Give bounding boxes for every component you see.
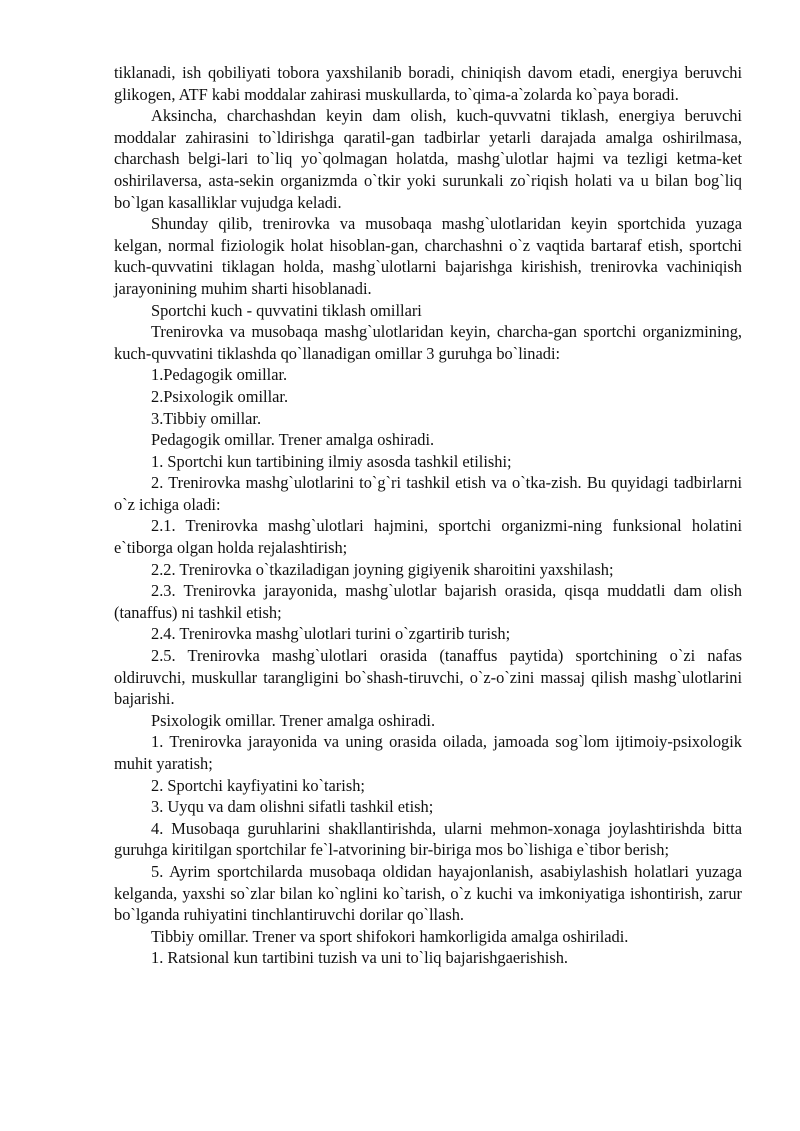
list-item: 1. Sportchi kun tartibining ilmiy asosda tashkil etilishi;: [151, 451, 512, 471]
list-item: 2. Trenirovka mashg`ulotlarini to`g`ri tashkil etish va o`tka-zish. Bu quyidagi tadbirlarni o`z ichiga oladi:: [114, 473, 742, 514]
paragraph-factor-groups: Trenirovka va musobaqa mashg`ulotlaridan keyin, charcha-gan sportchi organizmining, kuch-quvvatini tiklashda qo`llanadigan omillar 3 guruhga bo`linadi:: [114, 322, 742, 363]
subheading-pedagogical-factors: Pedagogik omillar. Trener amalga oshiradi.: [151, 430, 435, 450]
subheading-medical-factors: Tibbiy omillar. Trener va sport shifokori hamkorligida amalga oshiriladi.: [151, 926, 629, 946]
list-item-pedagogical: 1.Pedagogik omillar.: [151, 365, 288, 385]
paragraph-conclusion: Shunday qilib, trenirovka va musobaqa mashg`ulotlaridan keyin sportchida yuzaga kelgan, normal fiziologik holat hisoblan-gan, charchashni o`z vaqtida bartaraf etish, sportchi kuch-quvvatini tiklagan holda, mashg`ulotlarni bajarishga kirishish, trenirovka vachiniqish jarayonining muhim sharti hisoblanadi.: [114, 214, 742, 298]
document-page: [114, 62, 742, 969]
list-item: 2.1. Trenirovka mashg`ulotlari hajmini, sportchi organizmi-ning funksional holatini e`tiborga olgan holda rejalashtirish;: [114, 516, 742, 558]
section-heading-recovery-factors: Sportchi kuch - quvvatini tiklash omillari: [151, 300, 422, 320]
list-item: 2. Sportchi kayfiyatini ko`tarish;: [151, 775, 365, 795]
list-item: 4. Musobaqa guruhlarini shakllantirishda, ularni mehmon-xonaga joylashtirishda bitta guruhga kiritilgan sportchilar fe`l-atvorining bir-biriga mos bo`lishiga e`tibor berish;: [114, 818, 742, 860]
list-item: 2.4. Trenirovka mashg`ulotlari turini o`zgartirib turish;: [151, 624, 511, 644]
list-item: 5. Ayrim sportchilarda musobaqa oldidan hayajonlanish, asabiylashish holatlari yuzaga kelganda, yaxshi so`zlar bilan ko`nglini ko`tarish, o`z kuchi va imkoniyatiga ishontirish, zarur bo`lganda ruhiyatini tinchlantiruvchi dorilar qo`llash.: [114, 861, 742, 925]
paragraph-fatigue-consequences: Aksincha, charchashdan keyin dam olish, kuch-quvvatni tiklash, energiya beruvchi moddalar zahirasini to`ldirishga qaratil-gan tadbirlar yetarli darajada amalga oshirilmasa, charchash belgi-lari to`liq yo`qolmagan holatda, mashg`ulotlar hajmi va tezligi ketma-ket oshirilaversa, asta-sekin organizmda o`tkir yoki surunkali zo`riqish holati va u bilan bog`liq bo`lgan kasalliklar vujudga keladi.: [114, 106, 742, 212]
list-item: 2.3. Trenirovka jarayonida, mashg`ulotlar bajarish orasida, qisqa muddatli dam olish (tanaffus) ni tashkil etish;: [114, 581, 742, 622]
list-item: 1. Trenirovka jarayonida va uning orasida oilada, jamoada sog`lom ijtimoiy-psixologik muhit yaratish;: [114, 732, 742, 773]
list-item: 1. Ratsional kun tartibini tuzish va uni to`liq bajarishgaerishish.: [151, 948, 568, 968]
list-item: 2.2. Trenirovka o`tkaziladigan joyning gigiyenik sharoitini yaxshilash;: [151, 559, 614, 579]
list-item-medical: 3.Tibbiy omillar.: [151, 408, 262, 428]
subheading-psychological-factors: Psixologik omillar. Trener amalga oshiradi.: [151, 710, 436, 730]
list-item-psychological: 2.Psixologik omillar.: [151, 386, 289, 406]
paragraph-continuation: tiklanadi, ish qobiliyati tobora yaxshilanib boradi, chiniqish davom etadi, energiya beruvchi glikogen, ATF kabi moddalar zahirasi muskullarda, to`qima-a`zolarda ko`paya boradi.: [114, 63, 742, 104]
list-item: 3. Uyqu va dam olishni sifatli tashkil etish;: [151, 797, 434, 817]
list-item: 2.5. Trenirovka mashg`ulotlari orasida (tanaffus paytida) sportchining o`zi nafas oldiruvchi, muskullar tarangligini bo`shash-tiruvchi, o`z-o`zini massaj qilish mashg`ulotlarini bajarishi.: [114, 646, 742, 709]
